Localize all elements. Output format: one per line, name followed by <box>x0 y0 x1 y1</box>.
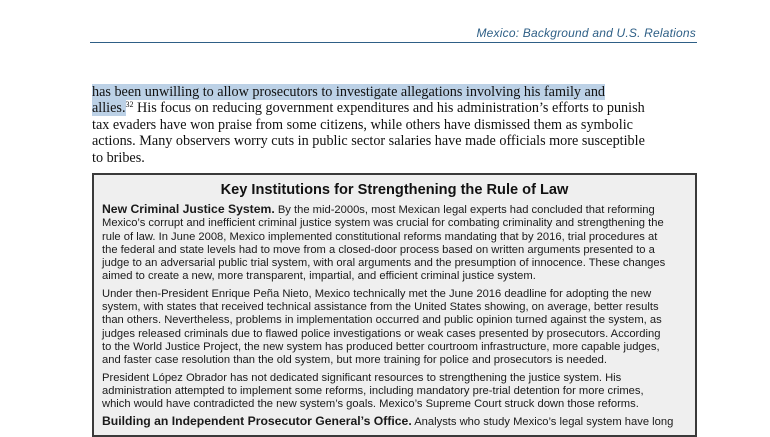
sidebar-textbox <box>92 173 697 437</box>
textbox-line: judge to an adversarial public trial system, with oral arguments and the presumption of innocence. These changes <box>102 257 666 270</box>
textbox-line: Under then-President Enrique Peña Nieto, Mexico technically met the June 2016 deadline for adopting the new <box>102 287 652 300</box>
running-header: Mexico: Background and U.S. Relations <box>476 26 696 40</box>
textbox-text-run: By the mid-2000s, most Mexican legal experts had concluded that reforming <box>274 204 655 216</box>
textbox-line: administration attempted to implement some reforms, including mandatory pre-trial detention for more crimes, <box>102 384 644 397</box>
text-selection-highlight[interactable]: allies. <box>92 100 126 117</box>
paragraph-lead-heading: New Criminal Justice System. <box>102 202 275 216</box>
body-text-run: His focus on reducing government expenditures and his administration’s efforts to punish <box>133 100 645 117</box>
textbox-line: aimed to create a new, more transparent, impartial, and efficient criminal justice system. <box>102 270 536 283</box>
textbox-line: to the World Justice Project, the new system has produced better courtroom infrastructure, more capable judges, <box>102 340 660 353</box>
textbox-line: the federal and state levels had to move from a closed-door process based on written arguments presented to a <box>102 243 655 256</box>
textbox-paragraph <box>102 203 687 284</box>
textbox-line: and faster case resolution than the old system, but more training for police and prosecutors is needed. <box>102 354 607 367</box>
textbox-line: system, with states that received technical assistance from the United States showing, on average, better results <box>102 301 659 314</box>
paragraph-lead-heading: Building an Independent Prosecutor General’s Office. <box>102 414 412 429</box>
textbox-text-run: Analysts who study Mexico’s legal system have long <box>411 416 674 429</box>
textbox-paragraph <box>102 372 687 412</box>
textbox-line: than others. Nevertheless, problems in implementation occurred and public opinion turned against the system, as <box>102 314 662 327</box>
body-line: tax evaders have won praise from some citizens, while others have dismissed them as symbolic <box>92 116 633 133</box>
footnote-reference[interactable]: 32 <box>125 100 134 110</box>
textbox-line: rule of law. In June 2008, Mexico implemented constitutional reforms mandating that by 2016, trial procedures at <box>102 230 658 243</box>
textbox-line: Mexico’s corrupt and inefficient criminal justice system was crucial for combating criminality and strengthening the <box>102 217 664 230</box>
body-line: actions. Many observers worry cuts in public sector salaries have made officials more susceptible <box>92 133 645 150</box>
textbox-paragraph <box>102 288 687 368</box>
text-selection-highlight[interactable]: has been unwilling to allow prosecutors to investigate allegations involving his family and <box>92 84 606 100</box>
textbox-title: Key Institutions for Strengthening the Rule of Law <box>220 182 569 198</box>
textbox-line <box>102 203 687 217</box>
textbox-line: which would have contradicted the new system’s goals. Mexico’s Supreme Court struck down those reforms. <box>102 398 639 411</box>
textbox-line: President López Obrador has not dedicated significant resources to strengthening the justice system. His <box>102 371 622 384</box>
header-rule <box>90 42 697 43</box>
body-line <box>92 100 698 116</box>
body-line <box>92 84 698 100</box>
textbox-line: judges released criminals due to flawed police investigations or weak cases presented by prosecutors. According <box>102 327 661 340</box>
body-line: to bribes. <box>92 149 145 166</box>
body-paragraph <box>92 84 698 166</box>
